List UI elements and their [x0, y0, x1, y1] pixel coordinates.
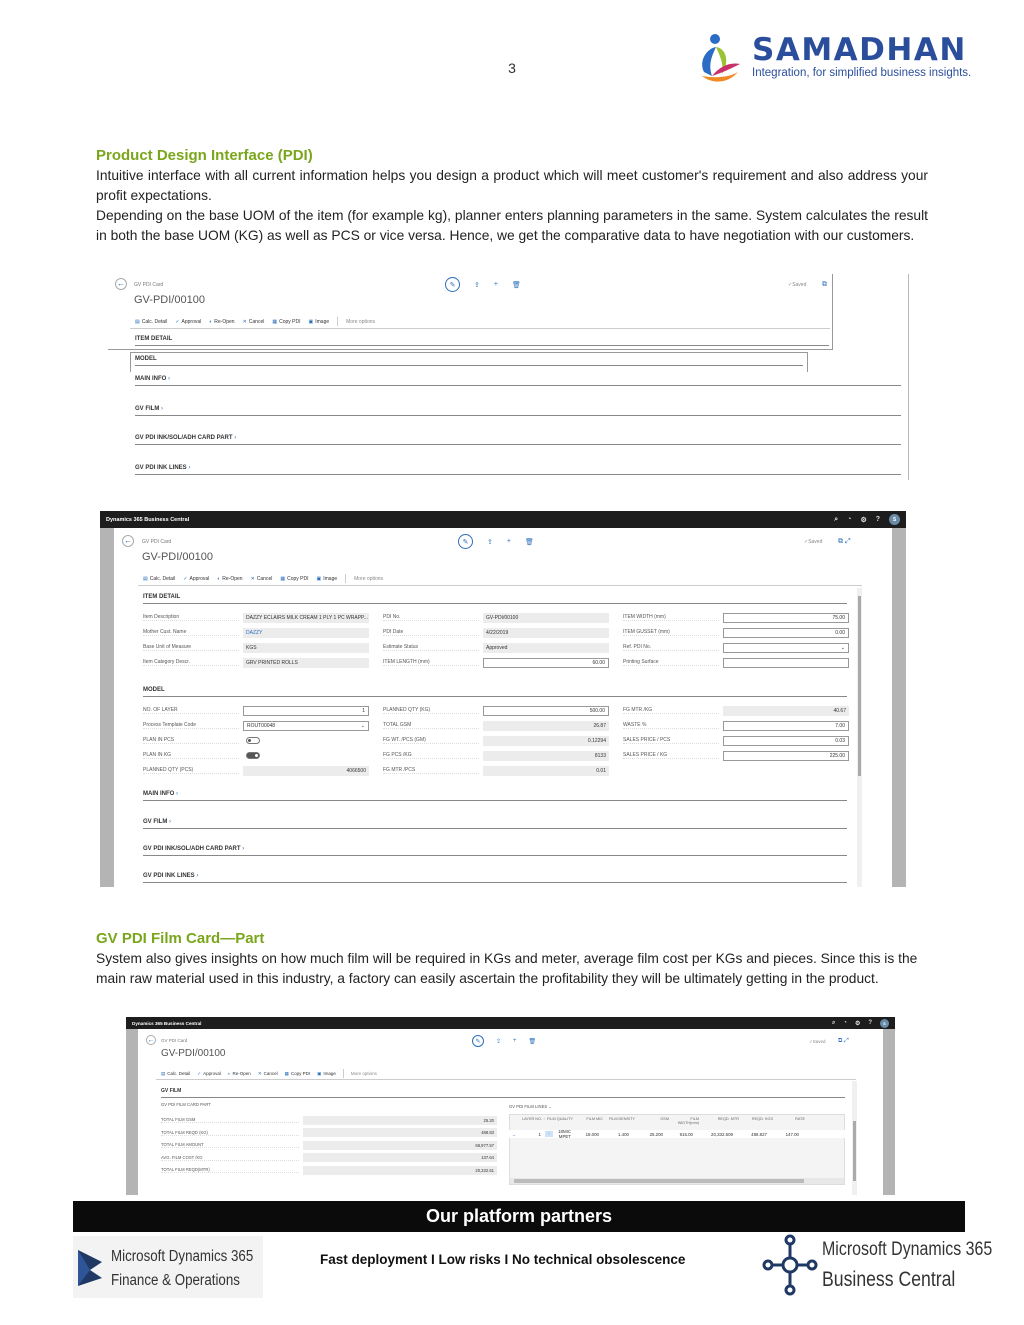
app-title: Dynamics 365 Business Central [132, 1020, 202, 1026]
section-item-detail[interactable]: ITEM DETAIL [135, 336, 829, 346]
field-row [143, 748, 369, 763]
image-icon: ▣ [316, 575, 322, 582]
table-cell[interactable]: 1.400 [618, 1131, 629, 1137]
plan-in-pcs-toggle[interactable] [246, 737, 260, 744]
column-header[interactable]: FILM WIDTH(mm) [677, 1117, 699, 1125]
field-row [623, 748, 849, 763]
topbar-icons [832, 1017, 889, 1029]
fo-logo-line2: Finance & Operations [111, 1272, 240, 1289]
section-main-info[interactable] [143, 791, 847, 801]
calc-icon: ▤ [135, 318, 140, 325]
action-label: Calc. Detail [167, 1070, 191, 1076]
ms-finance-operations-logo [73, 1236, 263, 1298]
image-icon: ▣ [317, 1070, 322, 1076]
breadcrumb: GV PDI Card [134, 282, 164, 288]
item-category-field[interactable]: GRV PRINTED ROLLS [243, 658, 369, 668]
check-icon: ✓ [197, 1070, 202, 1076]
waste-input[interactable]: 7.00 [723, 721, 849, 731]
copy-icon: ▦ [280, 575, 286, 582]
scrollbar-thumb[interactable] [858, 596, 861, 776]
section-model[interactable]: MODEL [135, 356, 803, 366]
action-label: Re-Open [232, 1071, 251, 1076]
search-icon[interactable]: ⌕ [831, 1019, 836, 1026]
base-uom-field[interactable]: KGS [243, 643, 369, 653]
back-icon[interactable]: ← [117, 279, 125, 288]
field-row [143, 733, 369, 748]
action-calc-detail[interactable] [161, 1071, 190, 1077]
action-label: Copy PDI [290, 1070, 311, 1076]
section-film-text [96, 949, 928, 989]
chevron-right-icon: › [186, 465, 191, 471]
toggle-cell [243, 736, 369, 746]
field-row [143, 718, 369, 733]
action-copy-pdi[interactable] [280, 576, 308, 582]
sales-price-pcs-input[interactable]: 0.03 [723, 736, 849, 746]
item-detail-col3 [623, 610, 849, 670]
action-label: Calc. Detail [149, 575, 176, 582]
copy-icon: ▦ [272, 318, 278, 325]
close-icon: ✕ [250, 575, 255, 582]
vertical-scrollbar[interactable] [852, 1081, 857, 1195]
avatar[interactable]: S [880, 1019, 889, 1028]
total-film-reqd-mtr-field[interactable]: 20,332.51 [303, 1166, 497, 1175]
column-header[interactable]: FILM MIC [586, 1117, 603, 1121]
section-label: GV PDI INK LINES [143, 873, 195, 879]
field-row [383, 748, 609, 763]
column-header[interactable]: RATE [795, 1117, 805, 1121]
action-reopen[interactable] [217, 576, 242, 582]
table-row[interactable] [509, 1130, 845, 1138]
field-row [143, 625, 369, 640]
action-reopen[interactable] [228, 1071, 251, 1076]
field-label: TOTAL FILM GSM [161, 1117, 299, 1123]
share-icon[interactable]: ⇪ [474, 281, 480, 289]
section-gv-pdi-ink[interactable] [143, 846, 847, 856]
field-label: SALES PRICE / PCS [623, 737, 719, 744]
left-margin [126, 1029, 138, 1195]
divider [130, 328, 830, 329]
bell-icon[interactable]: ◔ [843, 1020, 847, 1026]
chevron-down-icon: ⌄ [547, 1104, 552, 1109]
paragraph: Intuitive interface with all current information helps you design a product which will meet customer's requirement and also address your profit expectations. [96, 168, 928, 203]
divider [138, 585, 862, 586]
action-copy-pdi[interactable] [285, 1071, 311, 1077]
saved-status: ✓Saved [809, 1039, 826, 1044]
card-title: GV-PDI/00100 [142, 551, 213, 563]
pdi-no-field[interactable]: GV-PDI/00100 [483, 613, 609, 623]
action-image[interactable] [317, 576, 338, 582]
section-title-film-card: GV PDI Film Card—Part [96, 930, 265, 947]
section-model[interactable]: MODEL [143, 687, 847, 697]
section-gv-pdi-ink-lines[interactable] [135, 465, 901, 475]
fg-mtr-pcs-field[interactable]: 0.01 [483, 766, 609, 776]
action-label: Cancel [248, 318, 265, 325]
field-label: Printing Surface [623, 659, 719, 666]
row-arrow-icon: → [511, 1131, 517, 1137]
left-margin [100, 528, 114, 887]
section-label: GV FILM [135, 406, 160, 412]
field-row [383, 610, 609, 625]
popout-icon[interactable]: ⧉ ⤢ [838, 538, 851, 545]
gear-icon[interactable]: ⚙ [860, 516, 867, 524]
section-item-detail[interactable]: ITEM DETAIL [143, 594, 847, 604]
table-cell[interactable]: 488.827 [751, 1131, 767, 1137]
column-header[interactable]: LAYER NO. ↑ [522, 1117, 545, 1121]
saved-status: ✓Saved [788, 282, 807, 288]
chevron-right-icon: › [194, 873, 199, 879]
chevron-right-icon: › [166, 376, 171, 382]
avatar[interactable]: S [889, 514, 900, 525]
action-image[interactable] [317, 1071, 336, 1077]
field-row [161, 1152, 497, 1165]
horizontal-scrollbar[interactable] [510, 1178, 844, 1184]
logo-name: SAMADHAN [752, 32, 967, 68]
column-header[interactable]: GSM [660, 1117, 669, 1121]
fg-pcs-kg-field[interactable]: 8133 [483, 751, 609, 761]
breadcrumb: GV PDI Card [142, 539, 172, 545]
item-gusset-input[interactable]: 0.00 [723, 628, 849, 638]
table-cell[interactable]: 18.000 [585, 1131, 599, 1137]
field-row [623, 703, 849, 718]
film-card-part-label: GV PDI FILM CARD PART [161, 1102, 211, 1107]
breadcrumb: GV PDI Card [161, 1038, 188, 1043]
help-icon[interactable]: ? [868, 1020, 872, 1026]
field-row [383, 625, 609, 640]
action-label: Image [323, 575, 338, 582]
scrollbar-thumb[interactable] [853, 1121, 856, 1181]
share-icon[interactable]: ⇪ [487, 538, 493, 546]
paragraph: Depending on the base UOM of the item (for example kg), planner enters planning parameters in the same. System calculates the result in both the base UOM (KG) as well as PCS or vice versa. Hence, we get the comparative data to have negotiation with our customers. [96, 208, 928, 243]
field-label: FG MTR /PCS [383, 767, 479, 774]
avg-film-cost-field[interactable]: 137.64 [303, 1153, 497, 1162]
table-cell[interactable]: 915.00 [679, 1131, 693, 1137]
field-label: Estimate Status [383, 644, 479, 651]
field-label: AVG. FILM COST /KG [161, 1155, 299, 1161]
divider [908, 274, 909, 480]
saved-status: ✓Saved [804, 539, 823, 545]
section-label: GV PDI INK/SOL/ADH CARD PART [143, 846, 241, 852]
bc-logo-line1: Microsoft Dynamics 365 [822, 1239, 993, 1260]
divider [343, 1069, 344, 1078]
paragraph: System also gives insights on how much film will be required in KGs and meter, average film cost per KGs and pieces. Since this is the main raw material used in this industry, a factory can easily ascertain the profitability they will be ultimately getting in the product. [96, 951, 918, 986]
search-icon[interactable]: ⌕ [834, 515, 839, 523]
field-row [161, 1114, 497, 1127]
action-label: Copy PDI [287, 575, 309, 582]
copy-icon: ▦ [284, 1070, 289, 1076]
chevron-right-icon: › [240, 846, 245, 852]
action-label: Approval [181, 318, 202, 325]
field-label: ITEM LENGTH (mm) [383, 659, 479, 666]
popout-icon[interactable]: ⧉ ⤢ [838, 1038, 849, 1044]
section-gv-film[interactable]: GV FILM [161, 1088, 845, 1098]
printing-surface-input[interactable] [723, 658, 849, 668]
table-cell[interactable]: 147.00 [785, 1131, 799, 1137]
action-label: Cancel [256, 575, 273, 582]
field-row [383, 655, 609, 670]
action-bar [143, 574, 383, 583]
field-label: PLAN IN PCS [143, 737, 239, 744]
delete-icon[interactable]: 🗑 [524, 538, 534, 546]
action-cancel[interactable] [258, 1071, 278, 1077]
card-title: GV-PDI/00100 [134, 294, 205, 306]
field-label: PDI No. [383, 614, 479, 621]
column-header[interactable]: REQD. KGS [751, 1117, 773, 1121]
section-label: GV PDI INK/SOL/ADH CARD PART [135, 435, 233, 441]
field-label: Base Unit of Measure [143, 644, 239, 651]
field-label: Item Description [143, 614, 239, 621]
table-cell[interactable]: 25.200 [649, 1131, 663, 1137]
section-label: GV FILM [143, 819, 168, 825]
right-margin [892, 528, 906, 887]
reopen-icon: ◐ [227, 1071, 231, 1076]
divider [156, 1079, 856, 1080]
section-gv-pdi-ink-lines[interactable] [143, 873, 847, 883]
gear-icon[interactable]: ⚙ [854, 1020, 861, 1027]
calc-icon: ▤ [161, 1070, 166, 1076]
reopen-icon: ◐ [217, 575, 221, 582]
total-gsm-field[interactable]: 26.87 [483, 721, 609, 731]
film-card-screenshot [126, 1017, 895, 1195]
partners-bar: Our platform partners [73, 1201, 965, 1232]
sales-price-kg-input[interactable]: 225.00 [723, 751, 849, 761]
edit-icon[interactable]: ✎ [472, 1035, 484, 1047]
section-label: MAIN INFO [135, 376, 167, 382]
action-label: Image [315, 318, 330, 325]
more-options[interactable]: More options [346, 318, 376, 325]
field-row [383, 703, 609, 718]
item-detail-col1 [143, 610, 369, 670]
popout-icon[interactable]: ⧉ [822, 281, 827, 288]
logo-tagline: Integration, for simplified business insights. [752, 67, 972, 79]
add-icon[interactable]: + [493, 281, 498, 288]
check-icon: ✓ [175, 318, 180, 325]
column-header[interactable]: REQD. MTR [717, 1117, 739, 1121]
add-icon[interactable]: + [506, 538, 511, 545]
action-label: Cancel [263, 1070, 278, 1076]
field-row [143, 763, 369, 778]
reopen-icon: ◐ [209, 318, 213, 325]
no-of-layer-input[interactable]: 1 [243, 706, 369, 716]
process-template-select[interactable] [243, 721, 369, 731]
field-row [161, 1164, 497, 1177]
chevron-right-icon: › [232, 435, 237, 441]
action-label: Copy PDI [279, 318, 301, 325]
chevron-right-icon: › [167, 819, 172, 825]
field-label: PDI Date [383, 629, 479, 636]
share-icon[interactable]: ⇪ [496, 1038, 502, 1045]
app-topbar [100, 511, 906, 528]
bell-icon[interactable]: ◔ [847, 516, 852, 523]
field-row [623, 625, 849, 640]
ref-pdi-no-select[interactable] [723, 643, 849, 653]
add-icon[interactable]: + [513, 1038, 517, 1044]
field-row [383, 640, 609, 655]
pdi-card-collapsed-screenshot [108, 274, 912, 480]
check-icon: ✓ [183, 575, 188, 582]
action-label: Re-Open [222, 575, 243, 582]
model-col2 [383, 703, 609, 778]
column-header[interactable]: FILM DENSITY [608, 1117, 635, 1121]
image-icon: ▣ [308, 318, 314, 325]
section-title-pdi: Product Design Interface (PDI) [96, 147, 313, 164]
field-label: TOTAL GSM [383, 722, 479, 729]
field-label: ITEM WIDTH (mm) [623, 614, 719, 621]
film-fields [161, 1114, 497, 1177]
film-lines-title[interactable] [509, 1104, 552, 1109]
field-label: PLAN IN KG [143, 752, 239, 759]
back-icon[interactable]: ← [147, 1036, 155, 1044]
field-row [623, 733, 849, 748]
section-gv-film[interactable] [143, 819, 847, 829]
field-row [383, 718, 609, 733]
field-label: PLANNED QTY (KG) [383, 707, 479, 714]
total-film-reqd-kg-field[interactable]: 488.83 [303, 1128, 497, 1137]
film-lines-label: GV PDI FILM LINES [509, 1104, 548, 1109]
section-gv-film[interactable] [135, 406, 901, 416]
chevron-right-icon: › [159, 406, 164, 412]
fo-logo-line1: Microsoft Dynamics 365 [111, 1248, 254, 1265]
action-label: Approval [203, 1070, 221, 1076]
field-row [623, 640, 849, 655]
item-detail-col2 [383, 610, 609, 670]
field-label: ITEM GUSSET (mm) [623, 629, 719, 636]
field-label: FG MTR /KG [623, 707, 719, 714]
film-lines-header [509, 1117, 845, 1125]
field-label: Ref. PDI No. [623, 644, 719, 651]
field-label: FG PCS /KG [383, 752, 479, 759]
business-central-logo-icon [762, 1234, 818, 1296]
action-cancel[interactable] [251, 576, 273, 582]
section-label: GV PDI INK LINES [135, 465, 187, 471]
mother-cust-name-link[interactable]: DAZZY [243, 628, 369, 638]
item-length-input[interactable]: 60.00 [483, 658, 609, 668]
samadhan-logo [694, 32, 994, 88]
more-options[interactable]: More options [350, 1071, 377, 1076]
bc-logo-line2: Business Central [822, 1268, 956, 1291]
close-icon: ✕ [257, 1070, 262, 1076]
field-row [143, 640, 369, 655]
back-icon[interactable]: ← [124, 536, 132, 545]
field-row [623, 718, 849, 733]
model-col3 [623, 703, 849, 763]
total-film-gsm-field[interactable]: 25.20 [303, 1116, 497, 1125]
field-row [623, 610, 849, 625]
field-label: TOTAL FILM REQD (KG) [161, 1130, 299, 1136]
field-label: TOTAL FILM REQD(MTR) [161, 1167, 299, 1173]
field-label: PLANNED QTY (PCS) [143, 767, 239, 774]
section-gv-pdi-ink[interactable] [135, 435, 901, 445]
section-label: MAIN INFO [143, 791, 175, 797]
model-col1 [143, 703, 369, 778]
action-label: Approval [189, 575, 210, 582]
chevron-right-icon: › [174, 791, 179, 797]
field-row [161, 1139, 497, 1152]
table-cell[interactable]: 18MIC MPET [558, 1129, 571, 1139]
more-options[interactable]: More options [354, 575, 384, 582]
field-row [143, 703, 369, 718]
calc-icon: ▤ [143, 575, 148, 582]
field-row [383, 763, 609, 778]
page-number: 3 [508, 60, 516, 76]
action-label: Calc. Detail [141, 318, 168, 325]
card-title: GV-PDI/00100 [161, 1048, 226, 1059]
vertical-scrollbar[interactable] [857, 588, 862, 887]
edit-icon[interactable]: ✎ [458, 534, 473, 549]
close-icon: ✕ [242, 318, 247, 325]
action-calc-detail[interactable] [143, 576, 175, 582]
plan-in-kg-toggle[interactable] [246, 752, 260, 759]
fg-wt-pcs-field[interactable]: 0.12294 [483, 736, 609, 746]
field-label: Mother Cust. Name [143, 629, 239, 636]
item-width-input[interactable]: 75.00 [723, 613, 849, 623]
field-row [143, 610, 369, 625]
field-label: NO. OF LAYER [143, 707, 239, 714]
pdi-date-field[interactable]: 4/22/2019 [483, 628, 609, 638]
field-row [161, 1127, 497, 1140]
planned-qty-pcs-field[interactable]: 4066500 [243, 766, 369, 776]
row-menu-icon[interactable]: ⋮ [546, 1131, 552, 1136]
help-icon[interactable]: ? [875, 516, 880, 523]
field-label: Process Template Code [143, 722, 239, 729]
samadhan-logo-icon [694, 32, 748, 86]
field-label: SALES PRICE / KG [623, 752, 719, 759]
ms-business-central-logo [762, 1234, 993, 1298]
fg-mtr-kg-field[interactable]: 40.67 [723, 706, 849, 716]
field-label: FG WT. /PCS (GM) [383, 737, 479, 744]
action-label: Image [323, 1070, 336, 1076]
planned-qty-kg-input[interactable]: 500.00 [483, 706, 609, 716]
delete-icon[interactable]: 🗑 [511, 281, 521, 289]
action-approval[interactable] [183, 576, 209, 582]
item-description-field[interactable]: DAZZY ECLAIRS MILK CREAM 1 PLY 1 PC WRAPP... [243, 613, 369, 623]
topbar-icons [834, 511, 900, 528]
edit-icon[interactable]: ✎ [445, 277, 460, 292]
divider [345, 574, 346, 583]
column-header[interactable]: FILM QUALITY [547, 1117, 573, 1121]
scrollbar-thumb[interactable] [514, 1179, 804, 1183]
delete-icon[interactable]: 🗑 [528, 1038, 537, 1045]
chevron-down-icon: ⌄ [840, 644, 845, 651]
app-topbar [126, 1017, 895, 1029]
pdi-card-expanded-screenshot [100, 511, 906, 887]
action-approval[interactable] [197, 1071, 221, 1077]
card-icons [458, 534, 534, 549]
card-icons [472, 1035, 536, 1047]
field-label: Item Category Descr. [143, 659, 239, 666]
estimate-status-field[interactable]: Approved [483, 643, 609, 653]
table-cell[interactable]: 20,332.509 [711, 1131, 733, 1137]
field-row [623, 655, 849, 670]
action-label: Re-Open [214, 318, 235, 325]
field-row [383, 733, 609, 748]
section-main-info[interactable] [135, 376, 901, 386]
field-label: WASTE % [623, 722, 719, 729]
action-bar [161, 1069, 377, 1078]
dynamics-logo-icon [76, 1248, 104, 1288]
toggle-cell [243, 751, 369, 761]
total-film-amount-field[interactable]: 68,977.57 [303, 1141, 497, 1150]
section-pdi-text [96, 166, 928, 246]
right-margin [883, 1029, 895, 1195]
field-row [143, 655, 369, 670]
table-cell[interactable]: 1 [538, 1131, 541, 1137]
select-value: ROUT00048 [247, 722, 276, 729]
chevron-down-icon: ⌄ [360, 722, 365, 729]
partners-tagline: Fast deployment I Low risks I No technical obsolescence [320, 1252, 686, 1267]
field-label: TOTAL FILM AMOUNT [161, 1142, 299, 1148]
app-title: Dynamics 365 Business Central [106, 516, 190, 523]
